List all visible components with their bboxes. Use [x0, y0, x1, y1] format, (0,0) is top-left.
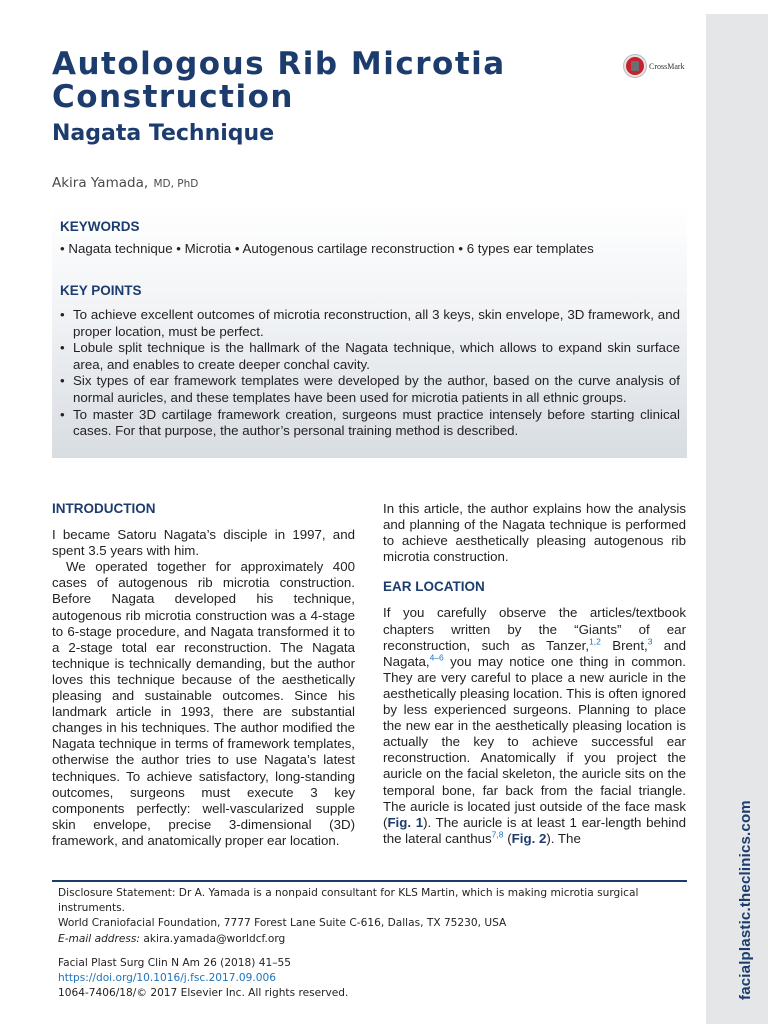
- article-scope-paragraph: In this article, the author explains how the analysis and planning of the Nagata technique is performed to achieve aesthetically pleasing autogenous rib microtia construction.: [383, 501, 686, 565]
- author-degrees: MD, PhD: [153, 178, 199, 190]
- keyword-item: 6 types ear templates: [466, 241, 594, 256]
- intro-paragraph-2: We operated together for approximately 400 cases of autogenous rib microtia construction. Before Nagata developed his technique, autogenous rib microtia construction was a 4-stage to 6-stage procedure, and Nagata transformed it to a 2-stage total ear reconstruction. The Nagata technique is technically demanding, but the author loves this technique because of the aesthetically pleasing and sustainable outcomes. Since his landmark article in 1993, there are substantial changes in his techniques. The author modified the Nagata technique in terms of framework templates, otherwise the author tries to use Nagata’s latest techniques. To achieve satisfactory, long-standing outcomes, surgeons must execute 3 key components perfectly: well-vascularized supple skin envelope, precise 3-dimensional (3D) framework, and anatomically proper ear location.: [52, 559, 355, 848]
- figure-1-link[interactable]: Fig. 1: [387, 814, 424, 830]
- key-points-list: [60, 307, 680, 440]
- email-address[interactable]: akira.yamada@worldcf.org: [143, 932, 286, 945]
- figure-2-link[interactable]: Fig. 2: [511, 830, 547, 846]
- reference-link[interactable]: 1,2: [589, 636, 601, 647]
- author-line: [52, 175, 198, 191]
- affiliation: World Craniofacial Foundation, 7777 Forest Lane Suite C-616, Dallas, TX 75230, USA: [58, 917, 507, 930]
- crossmark-icon: [624, 55, 646, 77]
- key-point-item: • To achieve excellent outcomes of microtia reconstruction, all 3 keys, skin envelope, 3D framework, and proper location, must be perfect.: [60, 307, 680, 340]
- reference-link[interactable]: 4–6: [429, 652, 444, 663]
- keywords-heading: KEYWORDS: [60, 219, 140, 234]
- key-points-heading: KEY POINTS: [60, 283, 142, 298]
- crossmark-badge[interactable]: [624, 55, 685, 77]
- journal-url[interactable]: facialplastic.theclinics.com: [737, 800, 754, 1000]
- doi-link[interactable]: https://doi.org/10.1016/j.fsc.2017.09.006: [58, 972, 276, 985]
- author-name: Akira Yamada,: [52, 175, 149, 191]
- ear-location-paragraph: If you carefully observe the articles/textbook chapters written by the “Giants” of ear reconstruction, such as Tanzer,$^{1,2}$ Brent,$^3$ and Nagata,$^{4-6}$ you may notice one thing in common. They are very careful to place a new auricle in the aesthetically pleasing location. This is often ignored by less experienced surgeons. Planning to place the new ear in the aesthetically pleasing location is actually the key to achieve successful ear reconstruction. Anatomically if you project the auricle on the facial skeleton, the auricle sits on the temporal bone, far back from the facial triangle. The auricle is located just outside of the face mask (Fig. 1). The auricle is at least 1 ear-length behind the lateral canthus$^{7,8}$ (Fig. 2). The: [383, 605, 686, 846]
- citation: Facial Plast Surg Clin N Am 26 (2018) 41–55: [58, 956, 292, 969]
- key-point-item: • To master 3D cartilage framework creation, surgeons must practice intensely before starting clinical cases. For that purpose, the author’s personal training method is described.: [60, 407, 680, 440]
- article-subtitle: Nagata Technique: [52, 121, 275, 146]
- ear-location-heading: EAR LOCATION: [383, 579, 485, 595]
- key-point-item: • Lobule split technique is the hallmark of the Nagata technique, which allows to expand skin surface area, and enables to create deeper conchal cavity.: [60, 340, 680, 373]
- article-title: [52, 48, 506, 114]
- title-line-2: Construction: [52, 79, 294, 115]
- keywords-list: • Nagata technique • Microtia • Autogenous cartilage reconstruction • 6 types ear templates: [60, 241, 594, 256]
- copyright: 1064-7406/18/© 2017 Elsevier Inc. All rights reserved.: [58, 987, 349, 1000]
- key-point-item: • Six types of ear framework templates were developed by the author, based on the curve analysis of normal auricles, and these templates have been used for microtia patients in all ethnic groups.: [60, 373, 680, 406]
- introduction-heading: INTRODUCTION: [52, 501, 156, 516]
- disclosure-statement: Disclosure Statement: Dr A. Yamada is a nonpaid consultant for KLS Martin, which is making microtia surgical instruments.: [58, 887, 639, 915]
- keyword-item: Nagata technique: [68, 241, 173, 256]
- crossmark-label: CrossMark: [649, 61, 685, 71]
- right-column: [383, 501, 686, 847]
- footer-notes: [58, 886, 688, 1001]
- reference-link[interactable]: 3: [647, 636, 653, 647]
- email-line: [58, 932, 688, 947]
- left-column: [52, 498, 355, 849]
- keyword-item: Microtia: [184, 241, 232, 256]
- keyword-item: Autogenous cartilage reconstruction: [242, 241, 455, 256]
- footer-divider: [52, 880, 687, 882]
- email-label: E-mail address:: [58, 932, 141, 945]
- reference-link[interactable]: 7,8: [491, 829, 504, 840]
- title-line-1: Autologous Rib Microtia: [52, 46, 506, 82]
- keywords-keypoints-box: [52, 203, 687, 458]
- intro-paragraph-1: I became Satoru Nagata’s disciple in 1997, and spent 3.5 years with him.: [52, 527, 355, 559]
